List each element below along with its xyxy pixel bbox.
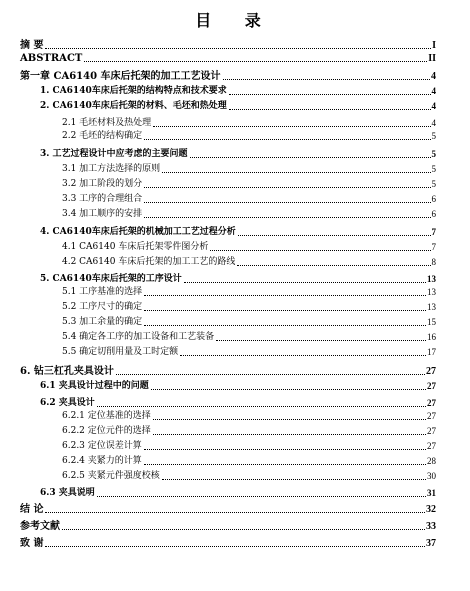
toc-entry-page: 5: [431, 164, 436, 174]
toc-entry-label: 6.3 夹具说明: [40, 488, 95, 498]
toc-entry[interactable]: [62, 254, 436, 269]
toc-entry[interactable]: [62, 314, 436, 329]
toc-entry-page: 7: [431, 242, 436, 252]
toc-leader-dots: [144, 217, 430, 218]
toc-leader-dots: [151, 389, 426, 390]
toc-entry[interactable]: [40, 98, 436, 113]
toc-entry-label: 3.4 加工顺序的安排: [62, 209, 143, 219]
toc-entry-label: 6.2.5 夹紧元件强度校核: [62, 471, 160, 481]
toc-leader-dots: [162, 479, 426, 480]
page-title: 目 录: [195, 11, 275, 30]
toc-entry-page: 17: [427, 347, 436, 357]
toc-leader-dots: [144, 310, 426, 311]
toc-leader-dots: [97, 496, 426, 497]
toc-entry-page: 5: [431, 179, 436, 189]
toc-entry[interactable]: [62, 239, 436, 254]
toc-entry-page: 4: [431, 101, 436, 111]
toc-entry[interactable]: [62, 284, 436, 299]
toc-entry-page: 4: [431, 86, 436, 96]
toc-entry-page: 27: [426, 366, 436, 377]
toc-entry[interactable]: [20, 363, 436, 378]
toc-entry-label: 6.1 夹具设计过程中的问题: [40, 381, 149, 391]
toc-entry[interactable]: [62, 161, 436, 176]
toc-entry-label: 5.4 确定各工序的加工设备和工艺装备: [62, 332, 215, 342]
toc-entry[interactable]: [40, 83, 436, 98]
toc-entry-page: 27: [427, 381, 436, 391]
toc-leader-dots: [184, 282, 426, 283]
toc-entry-page: II: [428, 53, 436, 64]
toc-entry-page: 13: [427, 274, 436, 284]
toc-entry-label: 参考文献: [20, 521, 60, 532]
toc-entry-label: 1. CA6140车床后托架的结构特点和技术要求: [40, 86, 227, 96]
toc-entry-page: 32: [426, 504, 436, 515]
toc-entry-label: 6.2.3 定位误差计算: [62, 441, 142, 451]
toc-entry-label: 5.2 工序尺寸的确定: [62, 302, 143, 312]
toc-entry[interactable]: [62, 206, 436, 221]
toc-leader-dots: [229, 94, 431, 95]
toc-entry[interactable]: [62, 453, 436, 468]
toc-entry[interactable]: [62, 191, 436, 206]
toc-entry-page: 15: [427, 317, 436, 327]
toc-entry-label: 3.1 加工方法选择的原则: [62, 164, 161, 174]
toc-entry-page: 33: [426, 521, 436, 532]
toc-entry[interactable]: [40, 146, 436, 161]
toc-entry-page: 37: [426, 538, 436, 549]
toc-entry-page: 30: [427, 471, 436, 481]
toc-entry-page: 5: [431, 131, 436, 141]
toc-entry-label: 6.2.2 定位元件的选择: [62, 426, 151, 436]
toc-entry-page: 27: [427, 426, 436, 436]
toc-leader-dots: [45, 546, 425, 547]
toc-leader-dots: [153, 434, 426, 435]
toc-entry-page: 6: [431, 209, 436, 219]
toc-leader-dots: [210, 250, 430, 251]
toc-leader-dots: [216, 340, 426, 341]
toc-leader-dots: [144, 325, 426, 326]
toc-entry-label: 摘 要: [20, 40, 44, 51]
toc-entry-page: 4: [431, 71, 436, 82]
toc-leader-dots: [144, 187, 430, 188]
toc-entry[interactable]: [20, 501, 436, 516]
toc-leader-dots: [62, 529, 425, 530]
toc-entry-label: 6.2.1 定位基准的选择: [62, 411, 151, 421]
toc-leader-dots: [223, 79, 430, 80]
toc-entry-label: 4.2 CA6140 车床后托架的加工工艺的路线: [62, 257, 236, 267]
toc-entry-label: 5.3 加工余量的确定: [62, 317, 143, 327]
toc-leader-dots: [162, 172, 430, 173]
toc-leader-dots: [144, 464, 426, 465]
toc-entry[interactable]: [62, 344, 436, 359]
toc-entry[interactable]: [62, 468, 436, 483]
toc-entry-label: 6.2.4 夹紧力的计算: [62, 456, 142, 466]
toc-entry[interactable]: [62, 128, 436, 143]
toc-leader-dots: [116, 374, 425, 375]
toc-entry-label: 5.5 确定切削用量及工时定额: [62, 347, 179, 357]
toc-entry-label: 4.1 CA6140 车床后托架零件图分析: [62, 242, 209, 252]
toc-entry-page: 16: [427, 332, 436, 342]
toc-entry-label: 3.2 加工阶段的划分: [62, 179, 143, 189]
toc-entry-page: 28: [427, 456, 436, 466]
toc-entry-label: ABSTRACT: [20, 53, 83, 64]
toc-entry-label: 6. 钻三杠孔夹具设计: [20, 366, 114, 377]
toc-entry[interactable]: [62, 176, 436, 191]
toc-leader-dots: [144, 449, 426, 450]
toc-entry-label: 结 论: [20, 504, 44, 515]
toc-entry-page: I: [432, 40, 436, 51]
toc-entry[interactable]: [62, 329, 436, 344]
toc-entry-label: 3.3 工序的合理组合: [62, 194, 143, 204]
toc-entry[interactable]: [20, 518, 436, 533]
toc-entry[interactable]: [62, 299, 436, 314]
toc-leader-dots: [238, 235, 431, 236]
toc-entry-label: 5. CA6140车床后托架的工序设计: [40, 274, 182, 284]
toc-entry[interactable]: [20, 535, 436, 550]
toc-entry-page: 13: [427, 302, 436, 312]
toc-entry-page: 13: [427, 287, 436, 297]
toc-entry-label: 2. CA6140车床后托架的材料、毛坯和热处理: [40, 101, 227, 111]
toc-entry[interactable]: [62, 423, 436, 438]
toc-entry-page: 5: [431, 149, 436, 159]
toc-entry-label: 6.2 夹具设计: [40, 398, 95, 408]
toc-entry[interactable]: [20, 68, 436, 83]
toc-leader-dots: [45, 48, 431, 49]
toc-entry[interactable]: [40, 378, 436, 393]
toc-leader-dots: [144, 295, 426, 296]
toc-leader-dots: [180, 355, 426, 356]
toc-entry-label: 2.1 毛坯材料及热处理: [62, 118, 152, 128]
toc-entry-label: 致 谢: [20, 538, 44, 549]
toc-entry[interactable]: [62, 438, 436, 453]
toc-leader-dots: [190, 157, 431, 158]
toc-entry[interactable]: [20, 50, 436, 65]
toc-entry-label: 第一章 CA6140 车床后托架的加工工艺设计: [20, 71, 221, 82]
toc-leader-dots: [229, 109, 431, 110]
toc-leader-dots: [153, 126, 430, 127]
toc-entry-label: 3. 工艺过程设计中应考虑的主要问题: [40, 149, 188, 159]
toc-entry-label: 5.1 工序基准的选择: [62, 287, 143, 297]
toc-leader-dots: [97, 406, 426, 407]
toc-leader-dots: [153, 419, 426, 420]
toc-entry-page: 6: [431, 194, 436, 204]
toc-leader-dots: [84, 61, 427, 62]
toc-leader-dots: [45, 512, 425, 513]
toc-entry-page: 31: [427, 488, 436, 498]
toc-entry-page: 27: [427, 411, 436, 421]
toc-entry[interactable]: [40, 485, 436, 500]
toc-entry[interactable]: [62, 408, 436, 423]
toc-entry-page: 8: [431, 257, 436, 267]
toc-entry-page: 4: [431, 118, 436, 128]
toc-entry-page: 27: [427, 398, 436, 408]
toc-entry-label: 4. CA6140车床后托架的机械加工工艺过程分析: [40, 227, 236, 237]
toc-entry-label: 2.2 毛坯的结构确定: [62, 131, 143, 141]
toc-entry-page: 27: [427, 441, 436, 451]
toc-leader-dots: [144, 202, 430, 203]
toc-leader-dots: [144, 139, 430, 140]
toc-entry-page: 7: [431, 227, 436, 237]
toc-entry[interactable]: [40, 224, 436, 239]
toc-leader-dots: [237, 265, 430, 266]
